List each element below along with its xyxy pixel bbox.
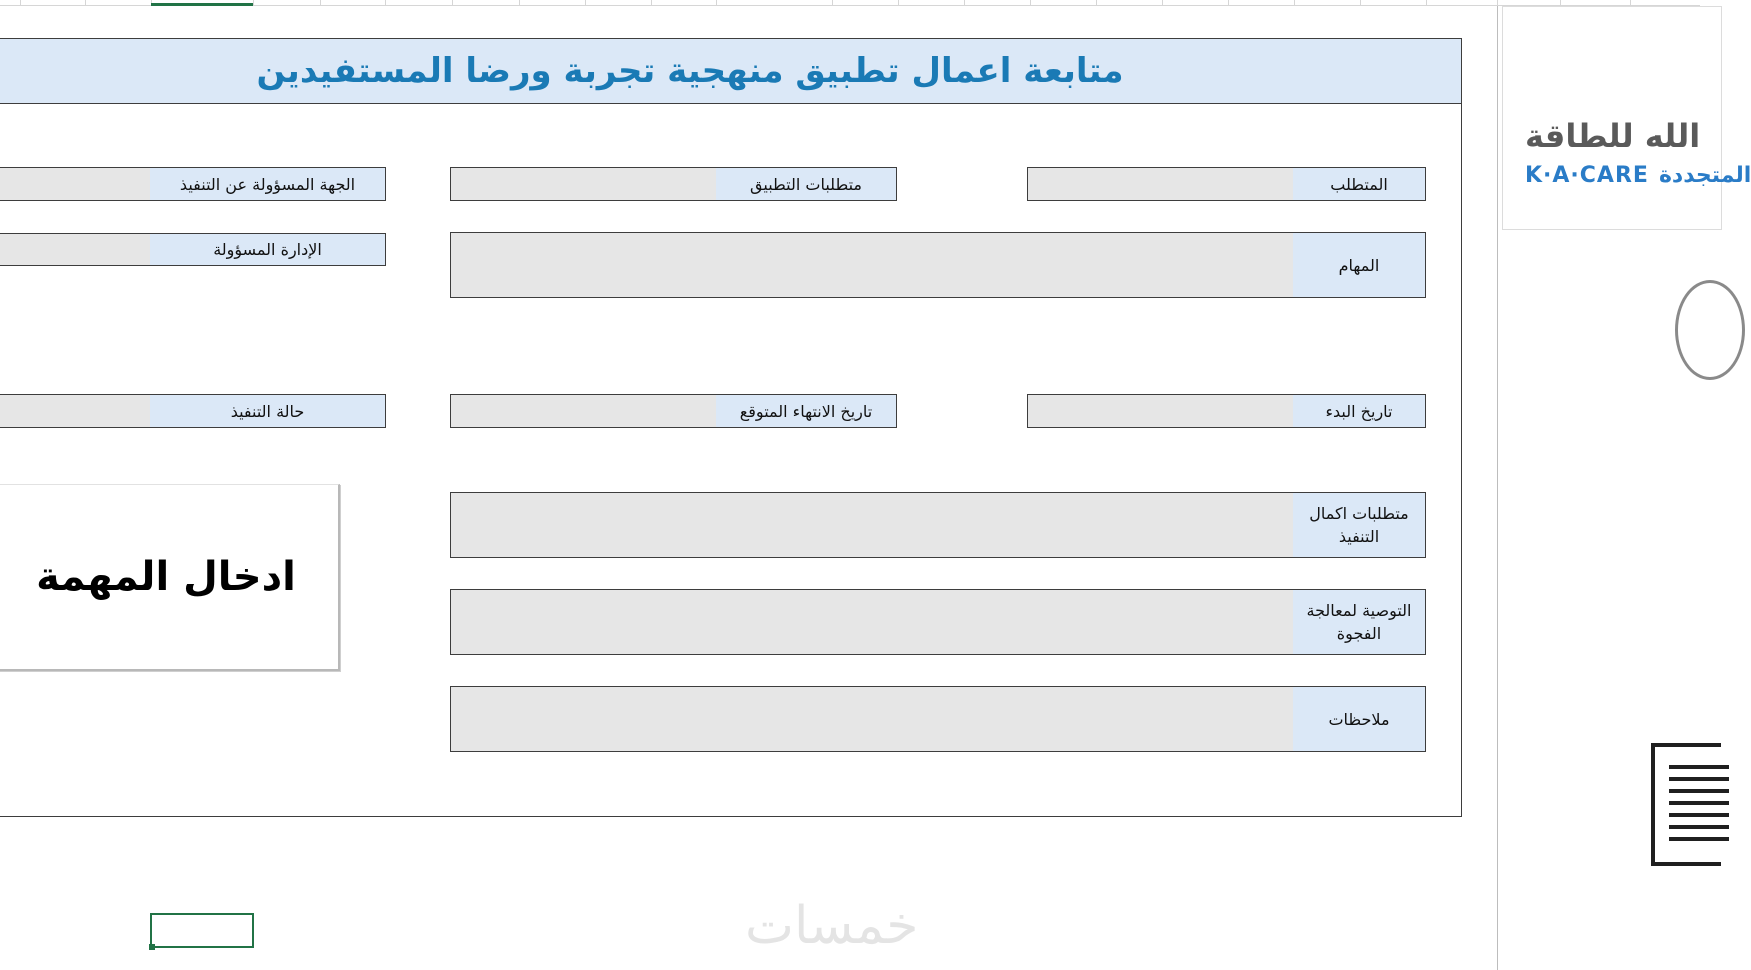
application-requirements-label: متطلبات التطبيق (716, 168, 896, 200)
logo-arabic-subtext: المتجددة (1658, 163, 1751, 188)
column-divider (716, 0, 717, 6)
start-date-label: تاريخ البدء (1293, 395, 1425, 427)
notes-label: ملاحظات (1293, 687, 1425, 751)
gap-recommendation-field[interactable] (450, 589, 1426, 655)
logo-english-text: K·A·CARE (1525, 163, 1649, 188)
column-divider (651, 0, 652, 6)
column-divider (253, 0, 254, 6)
column-divider (20, 0, 21, 6)
notes-field[interactable] (450, 686, 1426, 752)
column-divider (320, 0, 321, 6)
document-icon-line (1669, 777, 1729, 781)
application-requirements-field[interactable] (450, 167, 897, 201)
selected-column-indicator (151, 0, 253, 6)
selected-cell[interactable] (150, 913, 254, 948)
column-divider (385, 0, 386, 6)
column-divider (585, 0, 586, 6)
execution-status-label: حالة التنفيذ (150, 395, 385, 427)
expected-end-date-label: تاريخ الانتهاء المتوقع (716, 395, 896, 427)
watermark: خمسات (745, 896, 919, 956)
column-divider (1162, 0, 1163, 6)
column-divider (1228, 0, 1229, 6)
completion-requirements-label: متطلبات اكمال التنفيذ (1293, 493, 1425, 557)
logo-arabic-text: الله للطاقة (1525, 117, 1701, 155)
column-divider (1360, 0, 1361, 6)
document-icon-line (1669, 789, 1729, 793)
document-icon[interactable] (1651, 743, 1721, 866)
document-icon-line (1669, 813, 1729, 817)
tasks-label: المهام (1293, 233, 1425, 297)
column-divider (519, 0, 520, 6)
enter-task-button[interactable] (0, 484, 340, 671)
document-icon-line (1669, 801, 1729, 805)
responsible-party-field[interactable] (0, 167, 386, 201)
column-divider (964, 0, 965, 6)
document-icon-line (1669, 837, 1729, 841)
gap-recommendation-label: التوصية لمعالجة الفجوة (1293, 590, 1425, 654)
start-date-field[interactable] (1027, 394, 1426, 428)
pane-divider (1497, 6, 1498, 970)
column-divider (898, 0, 899, 6)
column-divider (452, 0, 453, 6)
expected-end-date-field[interactable] (450, 394, 897, 428)
tasks-field[interactable] (450, 232, 1426, 298)
logo-en-row (1525, 163, 1751, 188)
logo-card (1502, 6, 1751, 230)
column-divider (1294, 0, 1295, 6)
column-divider (832, 0, 833, 6)
completion-requirements-field[interactable] (450, 492, 1426, 558)
requirement-label: المتطلب (1293, 168, 1425, 200)
column-divider (1096, 0, 1097, 6)
form-title: متابعة اعمال تطبيق منهجية تجربة ورضا المستفيدين (256, 51, 1124, 91)
column-divider (85, 0, 86, 6)
column-header-strip (0, 0, 1700, 6)
responsible-department-field[interactable] (0, 233, 386, 266)
responsible-department-label: الإدارة المسؤولة (150, 234, 385, 265)
column-divider (1030, 0, 1031, 6)
column-divider (1426, 0, 1427, 6)
enter-task-label: ادخال المهمة (36, 554, 296, 600)
form-title-bar (0, 38, 1462, 104)
fill-handle[interactable] (149, 944, 155, 950)
execution-status-field[interactable] (0, 394, 386, 428)
requirement-field[interactable] (1027, 167, 1426, 201)
responsible-party-label: الجهة المسؤولة عن التنفيذ (150, 168, 385, 200)
document-icon-line (1669, 765, 1729, 769)
circle-shape-icon[interactable] (1675, 280, 1745, 380)
document-icon-line (1669, 825, 1729, 829)
